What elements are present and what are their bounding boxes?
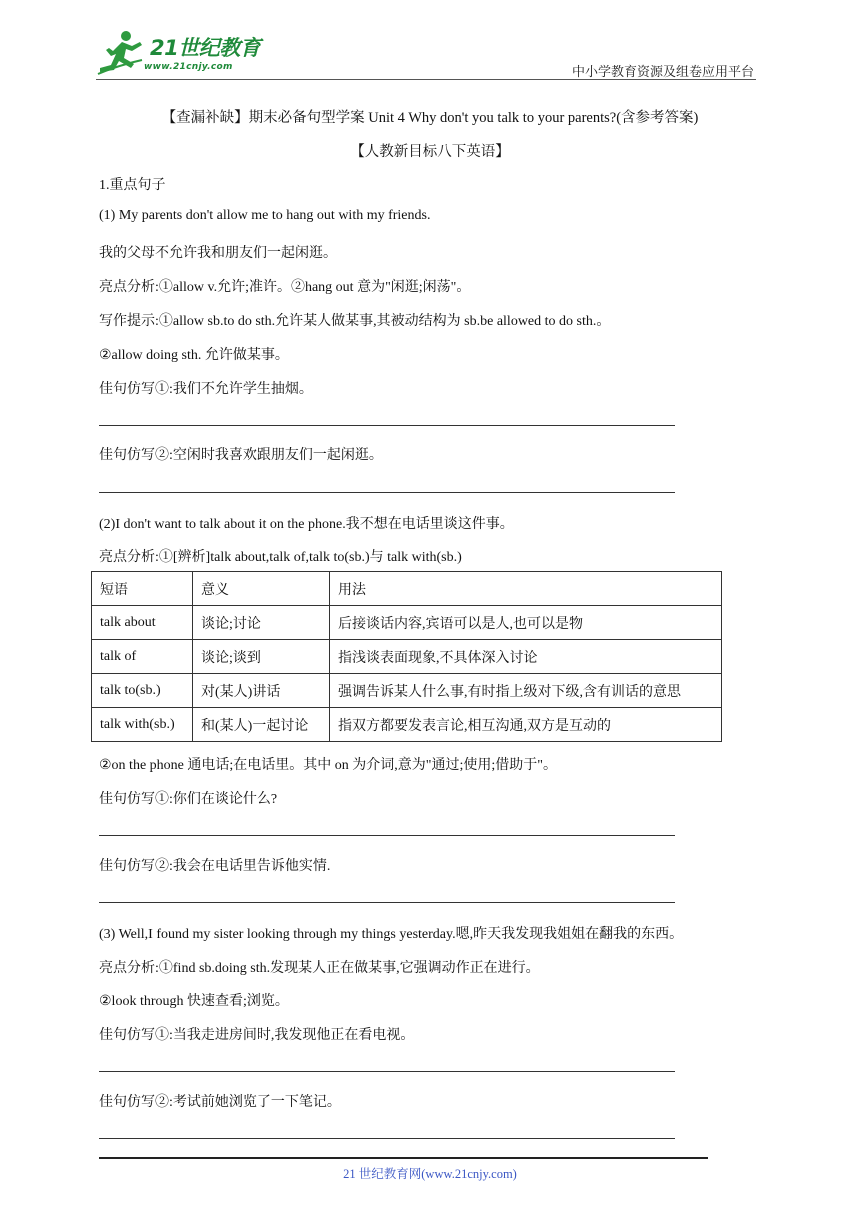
header-slogan: 中小学教育资源及组卷应用平台 [571, 64, 754, 79]
table-cell: 指双方都要发表言论,相互沟通,双方是互动的 [330, 708, 722, 742]
runner-logo-icon [96, 30, 148, 76]
logo-url: www.21cnjy.com [144, 62, 233, 72]
sentence-1-practice-2: 佳句仿写②:空闲时我喜欢跟朋友们一起闲逛。 [99, 448, 383, 463]
document-title: 【查漏补缺】期末必备句型学案 Unit 4 Why don't you talk to your parents?(含参考答案) [161, 110, 699, 126]
logo-text: 21世纪教育 [150, 36, 261, 60]
table-row [92, 606, 722, 640]
sentence-2: (2)I don't want to talk about it on the phone.我不想在电话里谈这件事。 [99, 517, 514, 532]
table-row [92, 640, 722, 674]
sentence-1-analysis: 亮点分析:①allow v.允许;准许。②hang out 意为"闲逛;闲荡"。 [99, 280, 471, 295]
table-cell: 强调告诉某人什么事,有时指上级对下级,含有训话的意思 [330, 674, 722, 708]
table-cell: talk about [92, 606, 193, 640]
footer-divider [99, 1157, 708, 1159]
sentence-2-practice-1: 佳句仿写①:你们在谈论什么? [99, 792, 278, 807]
page-header [0, 0, 860, 80]
answer-line[interactable] [99, 835, 675, 836]
table-header-cell: 短语 [92, 572, 193, 606]
page-footer[interactable]: 21 世纪教育网(www.21cnjy.com) [343, 1167, 517, 1181]
table-cell: 指浅谈表面现象,不具体深入讨论 [330, 640, 722, 674]
table-header-cell: 用法 [330, 572, 722, 606]
sentence-2-note: ②on the phone 通电话;在电话里。其中 on 为介词,意为"通过;使用;借助于"。 [99, 758, 557, 773]
header-divider [96, 79, 756, 80]
sentence-3: (3) Well,I found my sister looking through my things yesterday.嗯,昨天我发现我姐姐在翻我的东西。 [99, 927, 684, 942]
section-heading: 1.重点句子 [99, 178, 166, 193]
sentence-1-translation: 我的父母不允许我和朋友们一起闲逛。 [99, 246, 337, 261]
site-logo [96, 30, 266, 80]
sentence-1-tip-2: ②allow doing sth. 允许做某事。 [99, 348, 289, 363]
table-cell: 后接谈话内容,宾语可以是人,也可以是物 [330, 606, 722, 640]
sentence-3-analysis: 亮点分析:①find sb.doing sth.发现某人正在做某事,它强调动作正在进行。 [99, 961, 540, 976]
sentence-2-analysis: 亮点分析:①[辨析]talk about,talk of,talk to(sb.)与 talk with(sb.) [99, 550, 462, 565]
answer-line[interactable] [99, 492, 675, 493]
answer-line[interactable] [99, 1138, 675, 1139]
table-cell: 对(某人)讲话 [193, 674, 330, 708]
table-row [92, 674, 722, 708]
comparison-table [91, 571, 722, 742]
table-cell: talk with(sb.) [92, 708, 193, 742]
sentence-3-practice-1: 佳句仿写①:当我走进房间时,我发现他正在看电视。 [99, 1028, 415, 1043]
table-row [92, 708, 722, 742]
sentence-3-practice-2: 佳句仿写②:考试前她浏览了一下笔记。 [99, 1095, 341, 1110]
table-header-cell: 意义 [193, 572, 330, 606]
table-cell: 和(某人)一起讨论 [193, 708, 330, 742]
table-cell: talk to(sb.) [92, 674, 193, 708]
table-cell: 谈论;讨论 [193, 606, 330, 640]
answer-line[interactable] [99, 1071, 675, 1072]
sentence-1: (1) My parents don't allow me to hang out with my friends. [99, 208, 431, 223]
answer-line[interactable] [99, 902, 675, 903]
table-cell: talk of [92, 640, 193, 674]
sentence-2-practice-2: 佳句仿写②:我会在电话里告诉他实情. [99, 859, 331, 874]
sentence-3-note: ②look through 快速查看;浏览。 [99, 994, 289, 1009]
answer-line[interactable] [99, 425, 675, 426]
table-cell: 谈论;谈到 [193, 640, 330, 674]
document-subtitle: 【人教新目标八下英语】 [350, 144, 510, 160]
table-header-row [92, 572, 722, 606]
sentence-1-tip-1: 写作提示:①allow sb.to do sth.允许某人做某事,其被动结构为 sb.be allowed to do sth.。 [99, 314, 611, 329]
sentence-1-practice-1: 佳句仿写①:我们不允许学生抽烟。 [99, 382, 313, 397]
